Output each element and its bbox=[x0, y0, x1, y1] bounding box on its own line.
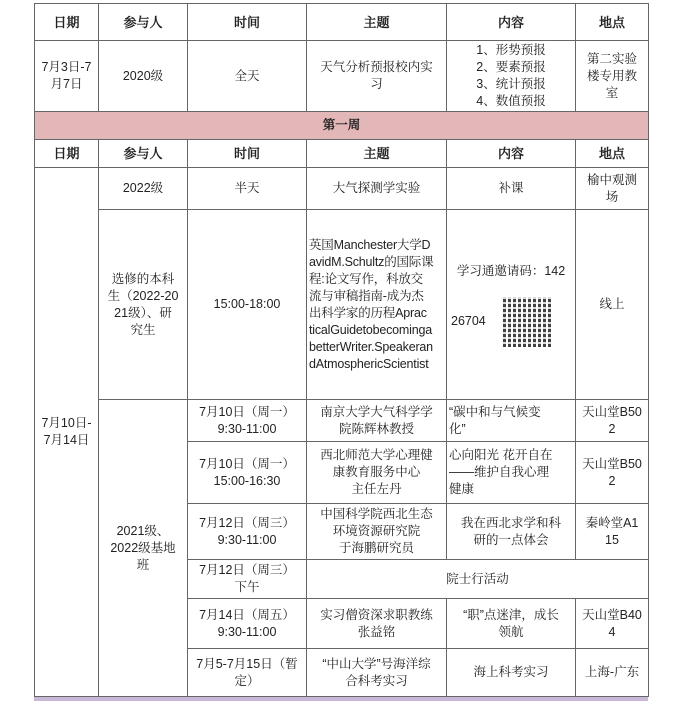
next-section-strip bbox=[34, 697, 648, 701]
cell-topic: 南京大学大气科学学 院陈辉林教授 bbox=[307, 400, 447, 442]
cell-place: 天山堂B50 2 bbox=[576, 442, 649, 504]
cell-time: 7月10日（周一） 9:30-11:00 bbox=[188, 400, 307, 442]
cell-content: 1、形势预报 2、要素预报 3、统计预报 4、数值预报 bbox=[447, 41, 576, 112]
table-row bbox=[35, 400, 649, 442]
cell-content: 心向阳光 花开自在 ——维护自我心理 健康 bbox=[447, 442, 576, 504]
cell-content: 海上科考实习 bbox=[447, 649, 576, 697]
cell-people: 2021级、 2022级基地 班 bbox=[99, 400, 188, 697]
header-place: 地点 bbox=[576, 4, 649, 41]
table-row bbox=[35, 168, 649, 210]
cell-place: 上海-广东 bbox=[576, 649, 649, 697]
cell-topic: 实习僧资深求职教练 张益铭 bbox=[307, 599, 447, 649]
header-content: 内容 bbox=[447, 4, 576, 41]
cell-date: 7月3日-7 月7日 bbox=[35, 41, 99, 112]
cell-content: 补课 bbox=[447, 168, 576, 210]
cell-topic: 大气探测学实验 bbox=[307, 168, 447, 210]
header-row bbox=[35, 140, 649, 168]
header-time: 时间 bbox=[188, 140, 307, 168]
cell-content: “碳中和与气候变 化” bbox=[447, 400, 576, 442]
cell-place: 第二实验 楼专用教 室 bbox=[576, 41, 649, 112]
header-people: 参与人 bbox=[99, 4, 188, 41]
cell-topic: 天气分析预报校内实 习 bbox=[307, 41, 447, 112]
header-date: 日期 bbox=[35, 4, 99, 41]
cell-place: 天山堂B40 4 bbox=[576, 599, 649, 649]
qr-code-icon[interactable] bbox=[503, 297, 553, 347]
schedule-table bbox=[34, 3, 649, 697]
header-place: 地点 bbox=[576, 140, 649, 168]
header-people: 参与人 bbox=[99, 140, 188, 168]
cell-place: 秦岭堂A1 15 bbox=[576, 504, 649, 560]
cell-week-date: 7月10日- 7月14日 bbox=[35, 168, 99, 697]
cell-time: 7月10日（周一） 15:00-16:30 bbox=[188, 442, 307, 504]
cell-time: 7月5-7月15日（暂 定） bbox=[188, 649, 307, 697]
cell-content: 我在西北求学和科 研的一点体会 bbox=[447, 504, 576, 560]
cell-time: 7月12日（周三） 下午 bbox=[188, 560, 307, 599]
cell-place: 天山堂B50 2 bbox=[576, 400, 649, 442]
cell-topic: “中山大学”号海洋综 合科考实习 bbox=[307, 649, 447, 697]
cell-time: 全天 bbox=[188, 41, 307, 112]
cell-content bbox=[447, 210, 576, 400]
table-row bbox=[35, 210, 649, 400]
cell-time: 15:00-18:00 bbox=[188, 210, 307, 400]
cell-content: “职”点迷津，成长 领航 bbox=[447, 599, 576, 649]
cell-place: 榆中观测 场 bbox=[576, 168, 649, 210]
cell-time: 半天 bbox=[188, 168, 307, 210]
cell-topic: 英国Manchester大学D avidM.Schultz的国际课 程:论文写作，科放交 流与审稿指南-成为杰 出科学家的历程Aprac ticalGuidetobecominga betterWriter.Speakeran dAtmosphericScientist bbox=[307, 210, 447, 400]
cell-topic: 西北师范大学心理健 康教育服务中心 主任左丹 bbox=[307, 442, 447, 504]
header-date: 日期 bbox=[35, 140, 99, 168]
week-label: 第一周 bbox=[35, 112, 649, 140]
cell-topic: 中国科学院西北生态 环境资源研究院 于海鹏研究员 bbox=[307, 504, 447, 560]
header-time: 时间 bbox=[188, 4, 307, 41]
cell-time: 7月14日（周五） 9:30-11:00 bbox=[188, 599, 307, 649]
header-row bbox=[35, 4, 649, 41]
header-topic: 主题 bbox=[307, 4, 447, 41]
cell-people: 2022级 bbox=[99, 168, 188, 210]
cell-merged-activity: 院士行活动 bbox=[307, 560, 649, 599]
cell-place: 线上 bbox=[576, 210, 649, 400]
header-topic: 主题 bbox=[307, 140, 447, 168]
cell-time: 7月12日（周三） 9:30-11:00 bbox=[188, 504, 307, 560]
table-row bbox=[35, 41, 649, 112]
cell-people: 选修的本科 生（2022-20 21级）、研 究生 bbox=[99, 210, 188, 400]
week-row bbox=[35, 112, 649, 140]
invite-code-label: 学习通邀请码：142 bbox=[456, 263, 566, 278]
cell-people: 2020级 bbox=[99, 41, 188, 112]
header-content: 内容 bbox=[447, 140, 576, 168]
invite-code-rest: 26704 bbox=[451, 314, 486, 328]
